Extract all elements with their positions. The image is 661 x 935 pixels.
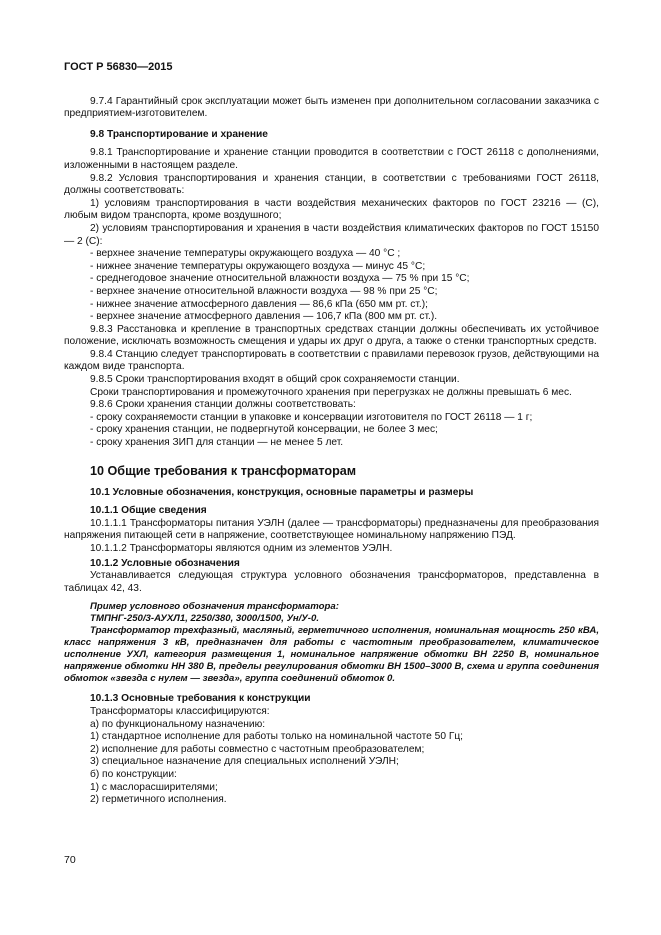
list-item: - верхнее значение температуры окружающего воздуха — 40 °С ; bbox=[90, 248, 401, 260]
paragraph-9-8-3: 9.8.3 Расстановка и крепление в транспортных средствах станции должны обеспечивать их устойчивое положение, исключать возможность смещения и удары их друг о друга, а также о стенки транспортных средств. bbox=[64, 323, 599, 348]
paragraph-9-8-1: 9.8.1 Транспортирование и хранение станции проводится в соответствии с ГОСТ 26118 с дополнениями, изложенными в настоящем разделе. bbox=[64, 147, 599, 171]
document-header: ГОСТ Р 56830—2015 bbox=[64, 61, 173, 73]
paragraph-9-8-2-2: 2) условиям транспортирования и хранения в части воздействия климатических факторов по ГОСТ 15150 — 2 (С): bbox=[64, 222, 599, 247]
list-item: 3) специальное назначение для специальных исполнений УЭЛН; bbox=[90, 756, 399, 768]
example-title: Пример условного обозначения трансформатора: bbox=[90, 601, 339, 613]
list-item: - сроку хранения станции, не подвергнутой консервации, не более 3 мес; bbox=[90, 424, 438, 436]
paragraph-9-8-6: 9.8.6 Сроки хранения станции должны соответствовать: bbox=[90, 399, 356, 411]
list-item: - нижнее значение температуры окружающего воздуха — минус 45 °С; bbox=[90, 260, 426, 272]
paragraph-9-8-2: 9.8.2 Условия транспортирования и хранения станции, в соответствии с требованиями ГОСТ 26118, должны соответствовать: bbox=[64, 172, 599, 197]
list-item: 1) с маслорасширителями; bbox=[90, 781, 218, 793]
list-item: 1) стандартное исполнение для работы только на номинальной частоте 50 Гц; bbox=[90, 731, 464, 743]
paragraph-9-7-4: 9.7.4 Гарантийный срок эксплуатации может быть изменен при дополнительном согласовании заказчика с предприятием-изготовителем. bbox=[64, 95, 599, 120]
list-item: - нижнее значение атмосферного давления — 86,6 кПа (650 мм рт. ст.); bbox=[90, 298, 428, 310]
paragraph-classification: Трансформаторы классифицируются: bbox=[90, 705, 270, 717]
list-item: - сроку сохраняемости станции в упаковке и консервации изготовителя по ГОСТ 26118 — 1 г; bbox=[90, 411, 533, 423]
chapter-title-10: 10 Общие требования к трансформаторам bbox=[90, 463, 357, 478]
list-item: - верхнее значение атмосферного давления — 106,7 кПа (800 мм рт. ст.). bbox=[90, 311, 438, 323]
paragraph-designation-structure: Устанавливается следующая структура условного обозначения трансформаторов, представленна в таблицах 42, 43. bbox=[64, 570, 599, 594]
list-item: 2) исполнение для работы совместно с частотным преобразователем; bbox=[90, 743, 425, 755]
paragraph-9-8-4: 9.8.4 Станцию следует транспортировать в соответствии с правилами перевозок грузов, действующими на каждом виде транспорта. bbox=[64, 348, 599, 373]
list-item: - среднегодовое значение относительной влажности воздуха — 75 % при 15 °С; bbox=[90, 273, 470, 285]
section-title-9-8: 9.8 Транспортирование и хранение bbox=[90, 128, 268, 140]
example-description: Трансформатор трехфазный, масляный, герметичного исполнения, номинальная мощность 250 кВА, класс напряжения 3 кВ, предназначен для работы с частотным преобразователем, климатическое исполнение УХЛ, категория размещения 1, номинальное напряжение обмотки ВН 2250 В, номинальное напряжение обмотки НН 380 В, пределы регулирования обмотки ВН 1500–3000 В, схема и группа соединения обмоток «звезда с нулем — звезда», группа соединений обмоток 0. bbox=[64, 625, 599, 685]
example-designation: ТМПНГ-250/3-АУХЛ1, 2250/380, 3000/1500, Ун/У-0. bbox=[90, 613, 319, 625]
paragraph-9-8-2-1: 1) условиям транспортирования в части воздействия механических факторов по ГОСТ 23216 — (С), любым видом транспорта, кроме воздушного; bbox=[64, 197, 599, 222]
subsection-title-10-1-2: 10.1.2 Условные обозначения bbox=[90, 557, 240, 569]
paragraph-transport-terms: Сроки транспортирования и промежуточного хранения при перегрузках не должны превышать 6 мес. bbox=[90, 386, 572, 398]
list-item: - верхнее значение относительной влажности воздуха — 98 % при 25 °С; bbox=[90, 285, 438, 297]
list-item: - сроку хранения ЗИП для станции — не менее 5 лет. bbox=[90, 437, 344, 449]
paragraph-9-8-5: 9.8.5 Сроки транспортирования входят в общий срок сохраняемости станции. bbox=[90, 374, 460, 386]
paragraph-10-1-1-1: 10.1.1.1 Трансформаторы питания УЭЛН (далее — трансформаторы) предназначены для преобразования напряжения питающей сети в напряжение, соответствующее номинальному напряжению ПЭД. bbox=[64, 517, 599, 542]
list-item: б) по конструкции: bbox=[90, 768, 177, 780]
paragraph-10-1-1-2: 10.1.1.2 Трансформаторы являются одним из элементов УЭЛН. bbox=[90, 543, 393, 554]
list-item: 2) герметичного исполнения. bbox=[90, 794, 227, 806]
section-title-10-1: 10.1 Условные обозначения, конструкция, основные параметры и размеры bbox=[90, 486, 474, 498]
list-item: а) по функциональному назначению: bbox=[90, 718, 266, 730]
subsection-title-10-1-1: 10.1.1 Общие сведения bbox=[90, 505, 207, 517]
subsection-title-10-1-3: 10.1.3 Основные требования к конструкции bbox=[90, 693, 311, 705]
page-number: 70 bbox=[64, 854, 76, 866]
